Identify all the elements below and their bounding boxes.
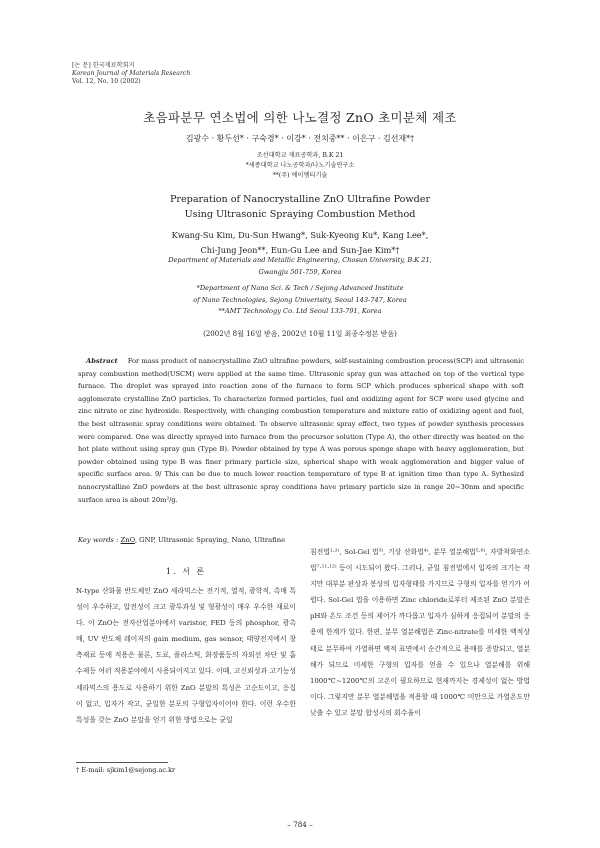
body-column-right: 침전법¹·²⁾, Sol-Gel 법³⁾, 기상 산화법⁴⁾, 분무 열분해법⁵·⁶⁾, 자발착화연소법⁷·¹¹·¹²⁾ 등이 시도되어 왔다. 그러나, 균일 침전법에서 입자의 크기는 작지만 대부분 판상과 봉상의 입자형태를 가지므로 구형의 입자를 얻기가 어렵다. Sol-Gel 법을 이용하면 Zinc chloride로부터 제조된 ZnO 분말은 pH와 온도 조건 등의 제어가 까다롭고 입자가 심하게 응집되어 분말의 응용에 한계가 있다. 한편, 분무 열분해법은 Zinc-nitrate를 미세한 액적상태로 분무하여 가열하면 액적 표면에서 순간적으로 용매를 증발되고, 열분해가 되므로 미세한 구형의 입자를 얻을 수 있으나 열분해를 위해 1000℃~1200℃의 고온이 필요하므로 현재까지는 경제성이 없는 방법이다. 그렇지만 분무 열분해법을 적용할 때 1000℃ 미만으로 가열온도만 낮출 수 있고 분말 합성시의 회수율이 [310, 548, 530, 717]
section-heading-introduction: 1. 서 론 [165, 567, 207, 576]
affiliation-ko-2: *세종대학교 나노공학과/나노기술연구소 [245, 162, 355, 169]
affiliation-en-1: Department of Materials and Metallic Engineering, Chosun University, B.K 21, [168, 256, 432, 264]
page-number: – 784 – [287, 820, 313, 829]
abstract-label: Abstract [86, 357, 118, 365]
keyword-first: ZnO [120, 536, 135, 544]
affiliation-en-3: *Department of Nano Sci. & Tech / Sejong Advanced Institute [196, 284, 404, 292]
journal-line-1: [논 문] 한국재료학회지 [72, 62, 135, 69]
affiliation-ko-1: 조선대학교 재료공학과, B.K 21 [256, 152, 344, 159]
keywords-label: Key words : [78, 536, 119, 544]
title-en-line-2: Using Ultrasonic Spraying Combustion Method [184, 209, 416, 220]
authors-en-line-1: Kwang-Su Kim, Du-Sun Hwang*, Suk-Kyeong Ku*, Kang Lee*, [171, 230, 429, 240]
affiliations-english [0, 255, 600, 318]
abstract [78, 355, 524, 506]
keywords [78, 536, 285, 544]
keywords-rest: , GNP, Ultrasonic Spraying, Nano, Ultrafine [134, 536, 286, 544]
affiliation-en-2: Gwangju 501-759, Korea [258, 267, 342, 276]
authors-english [0, 228, 600, 257]
journal-line-3: Vol. 12, No. 10 (2002) [72, 78, 141, 85]
title-korean: 초음파분무 연소법에 의한 나노결정 ZnO 초미분체 제조 [143, 110, 457, 125]
footnote-email: † E-mail: sjkim1@sejong.ac.kr [76, 766, 176, 774]
title-en-line-1: Preparation of Nanocrystalline ZnO Ultrafine Powder [169, 194, 431, 205]
affiliations-korean [0, 151, 600, 181]
abstract-text: For mass product of nanocrystalline ZnO ultrafine powders, self-sustaining combustion process(SCP) and ultrasonic spray combustion method(USCM) were applied at the same time. Ultrasonic spray gun was attached on top of the vertical type furnace. The droplet was sprayed into reaction zone of the furnace to form SCP which produces spherical shape with soft agglomerate crystalline ZnO particles. To characterize formed particles, fuel and oxidizing agent for SCP were used glycine and zinc nitrate or zinc hydroxide. Respectively, with changing combustion temperature and mixture ratio of oxidizing agent and fuel, the best ultrasonic spray conditions were obtained. To observe ultrasonic spray effect, two types of powder synthesis processes were compared. One was directly sprayed into furnace from the precursor solution (Type A), the other directly was heated on the hot plate without using spray gun (Type B). Powder obtained by type A was porous sponge shape with heavy agglomeration, but powder obtained using type B was finer primary particle size, spherical shape with weak agglomeration and bigger value of specific surface area. 9/ This can be due to much lower reaction temperature of type B at ignition time than type A. Sythesizd nanocrystalline ZnO powders at the best ultrasonic spray conditions have primary particle size in range 20~30nm and specific surface area is about 20m²/g. [78, 357, 524, 504]
journal-line-2: Korean Journal of Materials Research [72, 70, 191, 77]
title-english [0, 192, 600, 222]
authors-en-line-2: Chi-Jung Jeon**, Eun-Gu Lee and Sun-Jae Kim*† [200, 244, 400, 255]
authors-korean: 김광수 · 황두선* · 구숙경* · 이강* · 전치중** · 이은구 · 김선재*† [185, 134, 415, 143]
journal-header [72, 62, 190, 86]
affiliation-en-4: of Nano Technologies, Sejong Univerisity, Seoul 143-747, Korea [193, 295, 407, 304]
footnote-divider [76, 762, 168, 763]
affiliation-ko-3: **(주) 에이엠티기술 [272, 172, 328, 179]
received-dates: (2002년 8월 16일 받음, 2002년 10월 11일 최종수정본 받음) [203, 330, 397, 338]
body-column-left: N-type 산화물 반도체인 ZnO 세라믹스는 전기적, 열적, 광학적, 촉매 특성이 우수하고, 압전성이 크고 광투과성 및 형광성이 매우 우수한 재료이다. 이 ZnO는 전자산업분야에서 varistor, FED 등의 phosphor, 광촉매, UV 반도체 레이저의 gain medium, gas sensor, 태양전지에서 창측재료 등에 적용은 물론, 도료, 플라스틱, 화장품등의 자외선 차단 및 흡수제등 여러 적용분야에서 사용되어지고 있다. 이때, 고신뢰성과 고기능성 세라믹스의 용도로 사용하기 위한 ZnO 분말의 특성은 고순도이고, 응집이 없고, 입자가 작고, 균일한 분포의 구형입자이어야 한다. 이런 우수한 특성을 갖는 ZnO 분말을 얻기 위한 방법으로는 균일 [76, 587, 296, 724]
affiliation-en-5: **AMT Technology Co. Ltd Seoul 133-791, Korea [218, 307, 382, 315]
